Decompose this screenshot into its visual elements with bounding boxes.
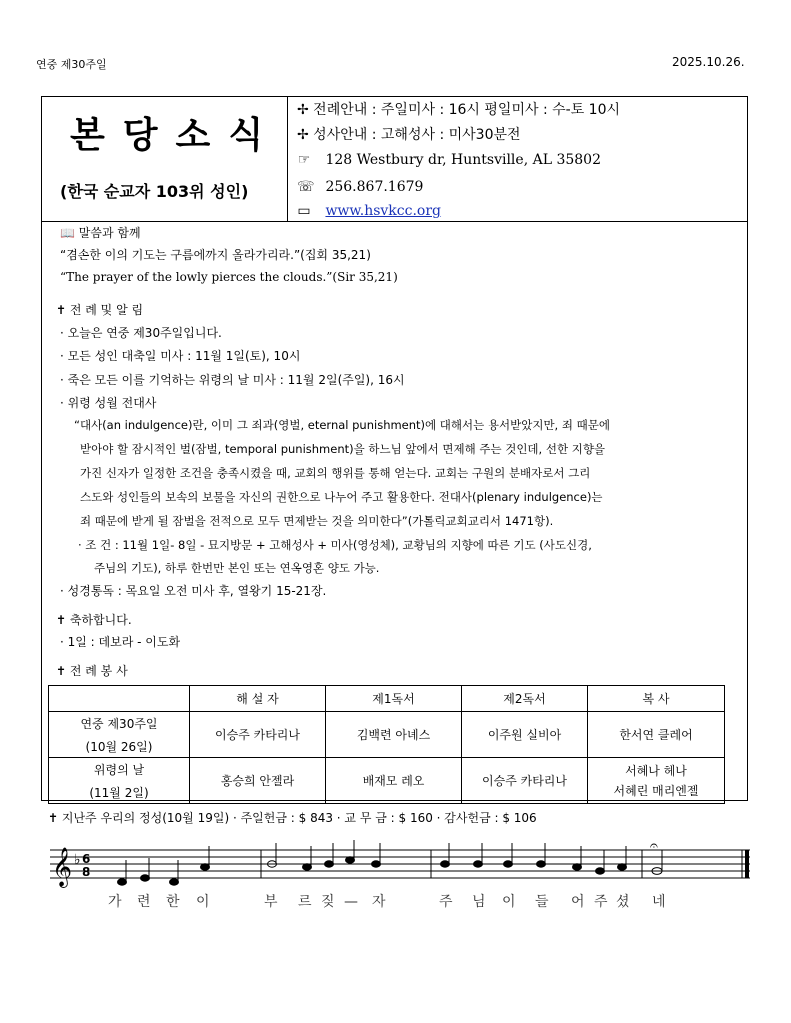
quote-line: 스도와 성인들의 보속의 보물을 자신의 권한으로 나누어 주고 활용한다. 전대사(plenary indulgence)는 [80, 490, 603, 504]
table-cell: 홍승희 안젤라 [190, 758, 326, 804]
table-header-row [49, 686, 725, 712]
service-table [48, 685, 725, 804]
date-label: 2025.10.26. [672, 55, 745, 69]
lyric-syllable: 가 [108, 894, 122, 910]
lyric-syllable: 자 [372, 894, 386, 910]
row-label-date: (10월 26일) [85, 739, 153, 754]
address: 128 Westbury dr, Huntsville, AL 35802 [325, 152, 601, 168]
word-english: “The prayer of the lowly pierces the clouds.”(Sir 35,21) [60, 270, 398, 284]
table-cell: 이주원 실비아 [462, 712, 588, 758]
table-row [49, 712, 725, 758]
table-cell: 이승주 카타리나 [462, 758, 588, 804]
bible-reading: · 성경통독 : 목요일 오전 미사 후, 열왕기 15-21장. [60, 584, 327, 598]
notices-heading: ✝ 전 례 및 알 림 [56, 303, 144, 317]
row-label [49, 758, 190, 804]
lyric-syllable: 들 [535, 894, 549, 910]
lyric-syllable: 이 [502, 894, 516, 910]
computer-icon: ▭ [297, 203, 311, 219]
week-label: 연중 제30주일 [36, 58, 107, 71]
website-link[interactable]: www.hsvkcc.org [325, 203, 442, 219]
row-label-name: 위령의 날 [93, 762, 145, 777]
sacrament-info [297, 127, 521, 143]
column-header: 제2독서 [462, 686, 588, 712]
table-cell: 한서연 클레어 [588, 712, 725, 758]
row-label-name: 연중 제30주일 [80, 716, 158, 731]
lyric-syllable: 셨 [616, 894, 630, 910]
lyric-syllable: 님 [472, 894, 486, 910]
quote-line: 가진 신자가 일정한 조건을 충족시켰을 때, 교회의 행위를 통해 얻는다. 교회는 구원의 분배자로서 그리 [80, 466, 591, 480]
column-header [49, 686, 190, 712]
time-signature: 8 [82, 865, 91, 879]
condition-line: 주님의 기도), 하루 한번만 본인 또는 연옥영혼 양도 가능. [94, 561, 380, 575]
quote-line: 죄 때문에 받게 될 잠벌을 전적으로 모두 면제받는 것을 의미한다”(가톨릭교회교리서 1471항). [80, 514, 554, 528]
lyric-syllable: — [344, 894, 358, 910]
sacrament-text: : 고해성사 : 미사30분전 [371, 127, 521, 143]
row-label [49, 712, 190, 758]
column-header: 해 설 자 [190, 686, 326, 712]
lyric-syllable: 주 [439, 894, 453, 910]
lyric-syllable: 이 [196, 894, 210, 910]
column-header: 제1독서 [326, 686, 462, 712]
hymn-staff [50, 838, 752, 920]
website-line [297, 203, 441, 219]
mass-label: ✢ 전례안내 [297, 102, 368, 118]
lyric-syllable: 르 [298, 894, 312, 910]
table-cell: 김백련 아녜스 [326, 712, 462, 758]
lyric-syllable: 주 [594, 894, 608, 910]
lyric-syllable: 네 [652, 894, 666, 910]
flat-icon: ♭ [74, 852, 81, 868]
condition-line: · 조 건 : 11월 1일- 8일 - 묘지방문 + 고해성사 + 미사(영성체), 교황님의 지향에 따른 기도 (사도신경, [78, 538, 592, 552]
table-cell: 배재모 레오 [326, 758, 462, 804]
congrats-item: · 1일 : 데보라 - 이도화 [60, 635, 181, 649]
table-cell: 이승주 카타리나 [190, 712, 326, 758]
word-heading-line [60, 225, 141, 241]
lyric-syllable: 한 [166, 894, 180, 910]
word-korean: “겸손한 이의 기도는 구름에까지 올라가리라.”(집회 35,21) [60, 248, 371, 262]
lyrics [108, 893, 666, 910]
mass-text: : 주일미사 : 16시 평일미사 : 수-토 10시 [371, 102, 621, 118]
congrats-heading: ✝ 축하합니다. [56, 613, 132, 627]
divider [287, 97, 288, 221]
page-title: 본당소식 [70, 115, 282, 156]
table-cell: 서혜나 헤나 서혜린 매리엔젤 [588, 758, 725, 804]
row-label-date: (11월 2일) [89, 785, 149, 800]
bulletin-box [41, 96, 748, 801]
quote-line: “대사(an indulgence)란, 이미 그 죄과(영벌, eternal punishment)에 대해서는 용서받았지만, 죄 때문에 [74, 418, 610, 432]
divider [42, 221, 747, 222]
notice-item: · 위령 성월 전대사 [60, 396, 157, 410]
lyric-syllable: 어 [571, 894, 585, 910]
notice-item: · 죽은 모든 이를 기억하는 위령의 날 미사 : 11월 2일(주일), 16시 [60, 373, 405, 387]
word-heading: 말씀과 함께 [78, 226, 141, 240]
quote-line: 받아야 할 잠시적인 벌(잠벌, temporal punishment)을 하느님 앞에서 면제해 주는 것인데, 선한 지향을 [80, 442, 606, 456]
page-subtitle: (한국 순교자 103위 성인) [60, 182, 249, 201]
sacrament-label: ✢ 성사안내 [297, 127, 368, 143]
lyric-syllable: 짖 [321, 894, 335, 910]
phone-line [297, 179, 423, 195]
phone-icon: ☏ [297, 179, 315, 195]
service-heading: ✝ 전 례 봉 사 [56, 664, 128, 678]
book-icon: 📖 [60, 226, 75, 240]
notice-item: · 오늘은 연중 제30주일입니다. [60, 326, 222, 340]
fermata-icon: 𝄐 [650, 838, 658, 854]
notice-item: · 모든 성인 대축일 미사 : 11월 1일(토), 10시 [60, 349, 301, 363]
table-row [49, 758, 725, 804]
column-header: 복 사 [588, 686, 725, 712]
phone: 256.867.1679 [325, 179, 424, 195]
treble-clef-icon: 𝄞 [52, 847, 73, 887]
lyric-syllable: 부 [264, 894, 278, 910]
hand-pointer-icon: ☞ [297, 152, 311, 168]
offering-line: ✝ 지난주 우리의 정성(10월 19일) · 주일헌금 : $ 843 · 교 무 금 : $ 160 · 감사헌금 : $ 106 [48, 811, 537, 825]
lyric-syllable: 련 [137, 894, 151, 910]
time-signature: 6 [82, 852, 91, 866]
address-line [297, 152, 601, 168]
mass-info [297, 102, 620, 118]
